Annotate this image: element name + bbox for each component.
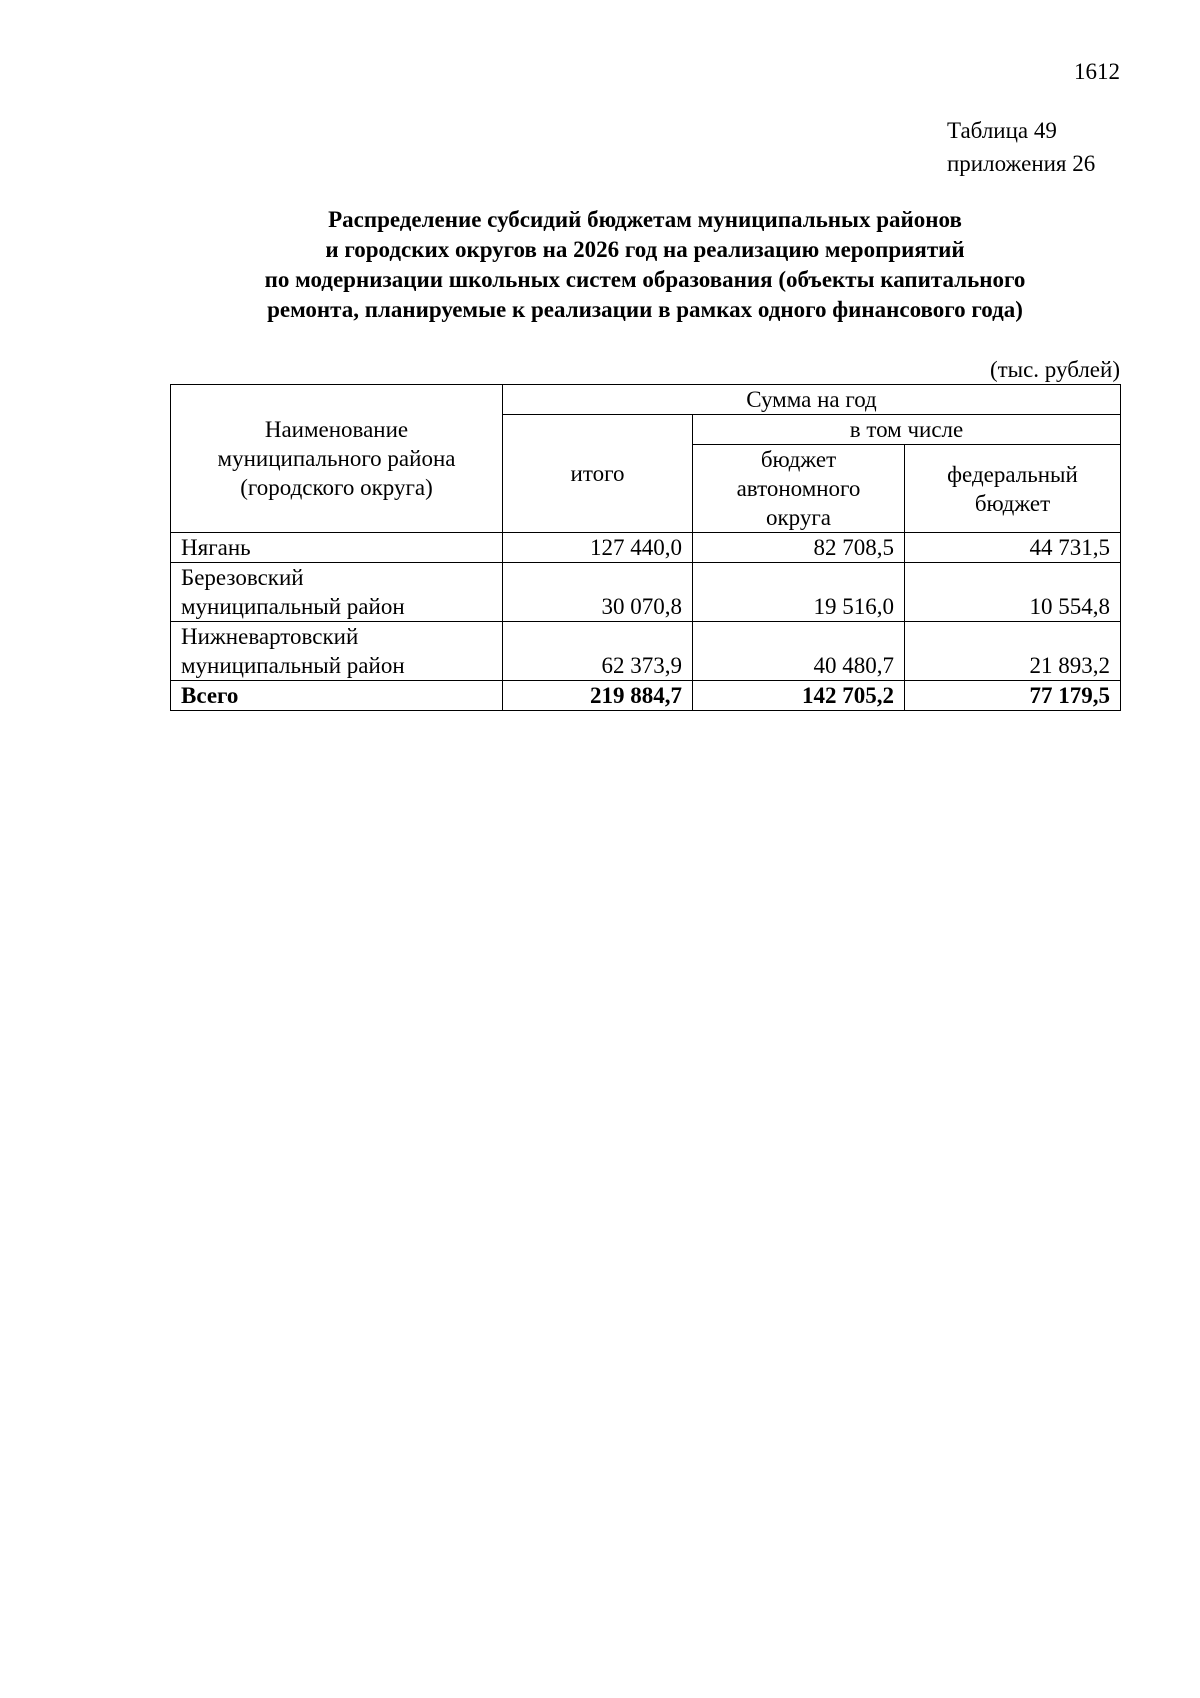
- document-title-line-4: ремонта, планируемые к реализации в рамках одного финансового года): [267, 297, 1023, 322]
- total-row-name: Всего: [171, 681, 503, 711]
- header-federal-budget: [905, 445, 1121, 533]
- row-okrug-budget: 19 516,0: [693, 563, 905, 622]
- row-name: [171, 622, 503, 681]
- row-okrug-budget: 82 708,5: [693, 533, 905, 563]
- row-name-line: Нягань: [181, 535, 251, 560]
- header-okrug-line: автономного: [736, 476, 861, 501]
- page-number: 1612: [1074, 59, 1120, 84]
- header-okrug-line: бюджет: [760, 447, 837, 472]
- header-total: итого: [503, 415, 693, 533]
- row-federal-budget: 10 554,8: [905, 563, 1121, 622]
- total-row-federal-budget: 77 179,5: [905, 681, 1121, 711]
- row-federal-budget: 44 731,5: [905, 533, 1121, 563]
- table-reference-line-2: приложения 26: [947, 151, 1096, 176]
- document-title-line-1: Распределение субсидий бюджетам муниципальных районов: [328, 207, 962, 232]
- table-row: [171, 622, 1121, 681]
- units-label: (тыс. рублей): [989, 357, 1120, 382]
- header-okrug-budget: [693, 445, 905, 533]
- header-sum-per-year: Сумма на год: [503, 385, 1121, 415]
- subsidy-table: [170, 384, 1121, 711]
- header-including: в том числе: [693, 415, 1121, 445]
- row-federal-budget: 21 893,2: [905, 622, 1121, 681]
- table-reference-line-1: Таблица 49: [947, 118, 1057, 143]
- document-title-line-3: по модернизации школьных систем образования (объекты капитального: [264, 267, 1026, 292]
- row-name-line: муниципальный район: [181, 653, 405, 678]
- total-row: [171, 681, 1121, 711]
- row-name: [171, 533, 503, 563]
- table-header: [171, 385, 1121, 533]
- row-name-line: муниципальный район: [181, 594, 405, 619]
- header-name-line: (городского округа): [240, 475, 433, 500]
- total-row-okrug-budget: 142 705,2: [693, 681, 905, 711]
- row-name-line: Нижневартовский: [181, 624, 359, 649]
- row-total: 62 373,9: [503, 622, 693, 681]
- row-total: 127 440,0: [503, 533, 693, 563]
- header-federal-line: бюджет: [974, 490, 1051, 516]
- table-row: [171, 563, 1121, 622]
- document-title: [170, 205, 1120, 325]
- header-okrug-line: округа: [765, 505, 831, 530]
- document-title-line-2: и городских округов на 2026 год на реализацию мероприятий: [325, 237, 965, 262]
- header-name-line: Наименование: [264, 417, 409, 442]
- header-federal-line: федеральный: [947, 461, 1078, 487]
- row-total: 30 070,8: [503, 563, 693, 622]
- row-name: [171, 563, 503, 622]
- table-body: [171, 533, 1121, 711]
- header-name-line: муниципального района: [217, 446, 456, 471]
- total-row-total: 219 884,7: [503, 681, 693, 711]
- table-reference: [947, 114, 1095, 180]
- row-okrug-budget: 40 480,7: [693, 622, 905, 681]
- table-row: [171, 533, 1121, 563]
- row-name-line: Березовский: [181, 565, 304, 590]
- header-name-column: [171, 385, 503, 533]
